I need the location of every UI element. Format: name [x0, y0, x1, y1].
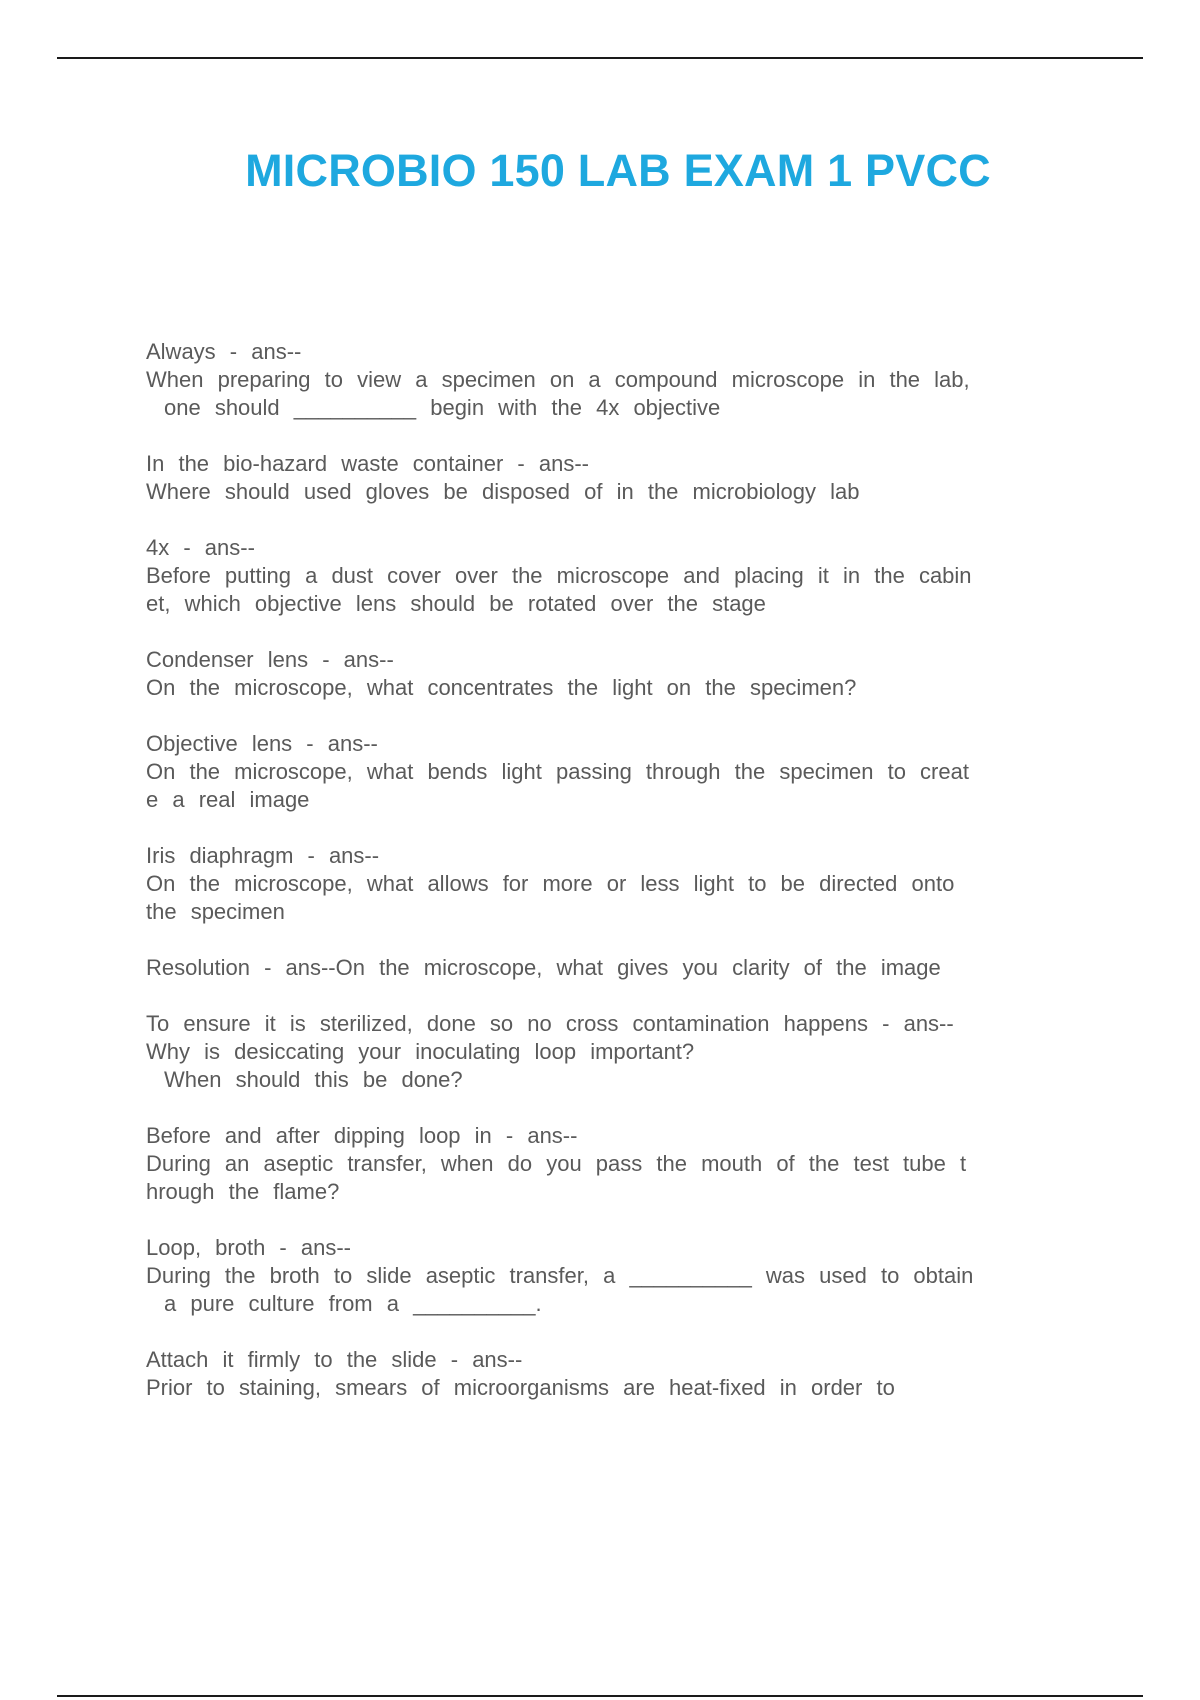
question-text-continued: a pure culture from a __________. [164, 1291, 542, 1316]
answer-text: Always - ans-- [146, 339, 302, 364]
bottom-rule [57, 1695, 1143, 1697]
qa-entry-5 [146, 730, 1084, 814]
answer-text: 4x - ans-- [146, 535, 255, 560]
question-text: Why is desiccating your inoculating loop important? [146, 1039, 695, 1064]
answer-text: Iris diaphragm - ans-- [146, 843, 380, 868]
question-text: When preparing to view a specimen on a compound microscope in the lab, [146, 367, 970, 392]
question-text: On the microscope, what concentrates the light on the specimen? [146, 675, 857, 700]
qa-entry-7 [146, 954, 1084, 982]
qa-entry-11 [146, 1346, 1084, 1402]
question-text-continued: one should __________ begin with the 4x objective [164, 395, 721, 420]
question-text: On the microscope, what bends light passing through the specimen to creat [146, 759, 969, 784]
question-text: On the microscope, what allows for more or less light to be directed onto [146, 871, 955, 896]
question-text-continued: When should this be done? [164, 1067, 463, 1092]
answer-text: In the bio-hazard waste container - ans-- [146, 451, 589, 476]
question-text: Prior to staining, smears of microorganisms are heat-fixed in order to [146, 1375, 895, 1400]
qa-entry-8 [146, 1010, 1084, 1094]
qa-entry-1 [146, 338, 1084, 422]
qa-list [146, 338, 1084, 1430]
question-text-continued: hrough the flame? [146, 1179, 340, 1204]
qa-entry-3 [146, 534, 1084, 618]
question-text: During an aseptic transfer, when do you pass the mouth of the test tube t [146, 1151, 967, 1176]
question-text-continued: the specimen [146, 899, 285, 924]
qa-entry-2 [146, 450, 1084, 506]
answer-text: Attach it firmly to the slide - ans-- [146, 1347, 523, 1372]
document-title: MICROBIO 150 LAB EXAM 1 PVCC [245, 145, 991, 196]
qa-entry-10 [146, 1234, 1084, 1318]
answer-text: Condenser lens - ans-- [146, 647, 394, 672]
qa-entry-4 [146, 646, 1084, 702]
qa-entry-6 [146, 842, 1084, 926]
question-text: During the broth to slide aseptic transfer, a __________ was used to obtain [146, 1263, 974, 1288]
qa-entry-9 [146, 1122, 1084, 1206]
question-text-continued: et, which objective lens should be rotated over the stage [146, 591, 766, 616]
answer-text: To ensure it is sterilized, done so no cross contamination happens - ans-- [146, 1011, 954, 1036]
top-rule [57, 57, 1143, 59]
answer-text: Resolution - ans--On the microscope, what gives you clarity of the image [146, 955, 941, 980]
question-text: Where should used gloves be disposed of in the microbiology lab [146, 479, 860, 504]
answer-text: Objective lens - ans-- [146, 731, 378, 756]
answer-text: Loop, broth - ans-- [146, 1235, 351, 1260]
question-text: Before putting a dust cover over the microscope and placing it in the cabin [146, 563, 972, 588]
question-text-continued: e a real image [146, 787, 310, 812]
answer-text: Before and after dipping loop in - ans-- [146, 1123, 578, 1148]
